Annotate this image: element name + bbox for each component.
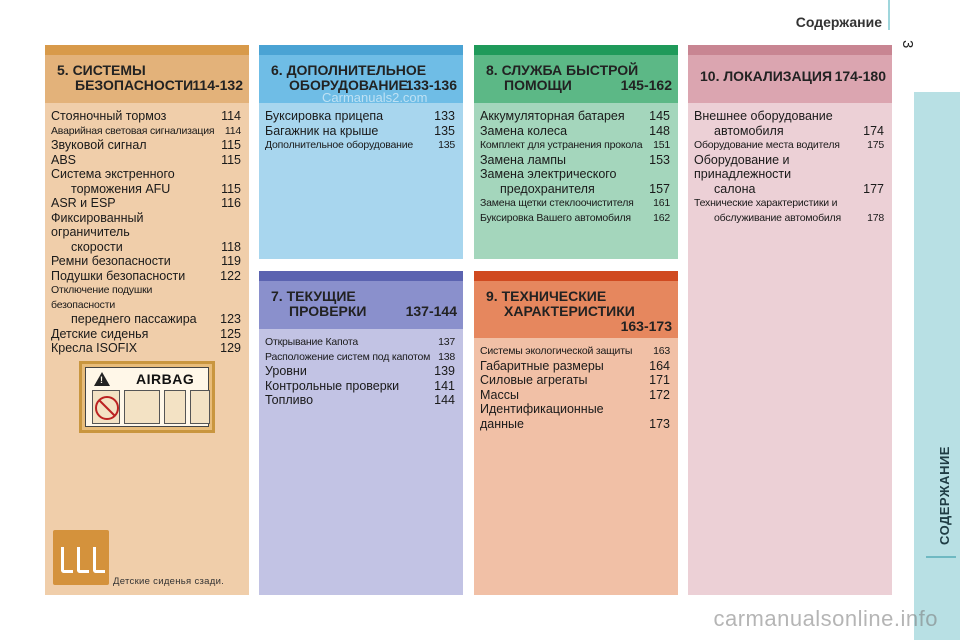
section-toc-list <box>259 329 463 414</box>
section-color-bar <box>45 45 249 55</box>
section-page-range: 114-132 <box>192 77 243 93</box>
toc-item[interactable]: ASR и ESP 116 <box>51 196 241 210</box>
toc-item[interactable]: Замена электрического <box>480 167 617 181</box>
section-quick-help <box>474 45 678 259</box>
watermark-top: Carmanuals2.com <box>322 90 428 105</box>
airbag-label-text: AIRBAG <box>136 371 195 387</box>
header-divider <box>888 0 890 30</box>
no-rear-facing-seat-icon <box>92 390 120 424</box>
toc-item[interactable]: Замена колеса 148 <box>480 123 670 138</box>
toc-item[interactable]: Контрольные проверки 141 <box>265 378 455 393</box>
toc-item[interactable]: Буксировка Вашего автомобиля 162 <box>480 211 670 224</box>
toc-item[interactable]: Технические характеристики и <box>694 197 838 209</box>
toc-item[interactable]: Фиксированный ограничитель <box>51 210 144 239</box>
section-technical-specs <box>474 271 678 595</box>
section-toc-list <box>259 103 463 159</box>
child-seat-icon <box>124 390 160 424</box>
section-safety-systems <box>45 45 249 595</box>
side-tab-label: СОДЕРЖАНИЕ <box>937 446 952 545</box>
toc-item[interactable]: Багажник на крыше 135 <box>265 123 455 138</box>
manual-book-icon <box>190 390 210 424</box>
page-header-title: Содержание <box>795 14 882 30</box>
section-title-line1: 10. ЛОКАЛИЗАЦИЯ <box>700 68 833 84</box>
toc-item[interactable]: Открывание Капота 137 <box>265 336 455 348</box>
section-title-line2: ПОМОЩИ <box>504 77 572 93</box>
toc-item[interactable]: Стояночный тормоз 114 <box>51 109 241 123</box>
toc-item[interactable]: скорости 118 <box>71 239 241 254</box>
toc-item[interactable]: Системы экологической защиты 163 <box>480 345 670 357</box>
section-page-range: 163-173 <box>620 318 672 334</box>
toc-item[interactable]: торможения AFU 115 <box>71 181 241 196</box>
toc-item[interactable]: Ремни безопасности 119 <box>51 254 241 268</box>
toc-item[interactable]: Дополнительное оборудование 135 <box>265 139 455 151</box>
section-page-range: 133-136 <box>405 77 457 93</box>
section-title-line1: 8. СЛУЖБА БЫСТРОЙ <box>486 62 639 78</box>
section-title-line2: ХАРАКТЕРИСТИКИ <box>504 303 635 319</box>
toc-item[interactable]: Идентификационные данные 173 <box>480 402 670 431</box>
toc-item[interactable]: Оборудование и принадлежности <box>694 152 792 181</box>
toc-item[interactable]: обслуживание автомобиля 178 <box>714 211 884 224</box>
section-title-line2: ПРОВЕРКИ <box>289 303 367 319</box>
toc-item[interactable]: Детские сиденья 125 <box>51 326 241 341</box>
section-color-bar <box>474 45 678 55</box>
section-heading[interactable] <box>688 55 892 103</box>
toc-item[interactable]: Звуковой сигнал 115 <box>51 138 241 152</box>
section-localization <box>688 45 892 595</box>
section-title-line1: 9. ТЕХНИЧЕСКИЕ <box>486 288 607 304</box>
section-heading[interactable] <box>474 281 678 338</box>
section-page-range: 137-144 <box>405 303 457 319</box>
airbag-warning-label <box>79 361 215 433</box>
toc-item[interactable]: Внешнее оборудование <box>694 109 833 123</box>
section-toc-list <box>474 338 678 437</box>
toc-item[interactable]: Топливо 144 <box>265 393 455 407</box>
toc-item[interactable]: предохранителя 157 <box>500 181 670 196</box>
section-toc-list <box>45 103 249 362</box>
section-title-line1: 7. ТЕКУЩИЕ <box>271 288 356 304</box>
toc-item[interactable]: Расположение систем под капотом 138 <box>265 350 455 363</box>
section-title-line1: 6. ДОПОЛНИТЕЛЬНОЕ <box>271 62 427 78</box>
section-title-line1: 5. СИСТЕМЫ <box>57 62 146 78</box>
toc-item[interactable]: Буксировка прицепа 133 <box>265 109 455 123</box>
page-number: 3 <box>899 40 916 49</box>
toc-item[interactable]: Уровни 139 <box>265 364 455 378</box>
seat-caption: Детские сиденья сзади. <box>113 576 225 587</box>
section-heading[interactable] <box>259 281 463 329</box>
section-toc-list <box>474 103 678 231</box>
toc-item[interactable]: Аккумуляторная батарея 145 <box>480 109 670 123</box>
toc-item[interactable]: Замена лампы 153 <box>480 152 670 167</box>
section-title-line2: БЕЗОПАСНОСТИ <box>75 77 194 93</box>
watermark-footer: carmanualsonline.info <box>713 606 938 631</box>
toc-item[interactable]: Габаритные размеры 164 <box>480 358 670 373</box>
toc-item[interactable]: автомобиля 174 <box>714 123 884 138</box>
section-page-range: 145-162 <box>620 77 672 93</box>
toc-item[interactable]: Аварийная световая сигнализация 114 <box>51 124 241 137</box>
section-color-bar <box>259 271 463 281</box>
toc-item[interactable]: Замена щетки стеклоочистителя 161 <box>480 197 670 209</box>
toc-item[interactable]: Массы 172 <box>480 387 670 402</box>
toc-item[interactable]: Оборудование места водителя 175 <box>694 139 884 151</box>
side-tab-divider <box>926 556 956 558</box>
section-routine-checks <box>259 271 463 595</box>
toc-item[interactable]: переднего пассажира 123 <box>71 312 241 326</box>
rear-child-seats-icon <box>53 530 109 585</box>
toc-item[interactable]: Отключение подушки безопасности <box>51 284 153 311</box>
toc-item[interactable]: Кресла ISOFIX 129 <box>51 341 241 355</box>
section-color-bar <box>474 271 678 281</box>
toc-item[interactable]: Комплект для устранения прокола 151 <box>480 139 670 151</box>
toc-item[interactable]: Подушки безопасности 122 <box>51 268 241 283</box>
section-title-line2: ОБОРУДОВАНИЕ <box>289 77 408 93</box>
section-color-bar <box>688 45 892 55</box>
section-page-range: 174-180 <box>834 68 886 84</box>
toc-item[interactable]: Система экстренного <box>51 167 175 181</box>
toc-item[interactable]: Силовые агрегаты 171 <box>480 373 670 387</box>
section-heading[interactable] <box>45 55 249 103</box>
section-color-bar <box>259 45 463 55</box>
toc-item[interactable]: салона 177 <box>714 181 884 196</box>
warning-triangle-icon: ! <box>94 372 110 386</box>
toc-item[interactable]: ABS 115 <box>51 152 241 167</box>
section-heading[interactable] <box>474 55 678 103</box>
airbag-deploy-icon <box>164 390 186 424</box>
section-toc-list <box>688 103 892 231</box>
section-additional-equipment <box>259 45 463 259</box>
